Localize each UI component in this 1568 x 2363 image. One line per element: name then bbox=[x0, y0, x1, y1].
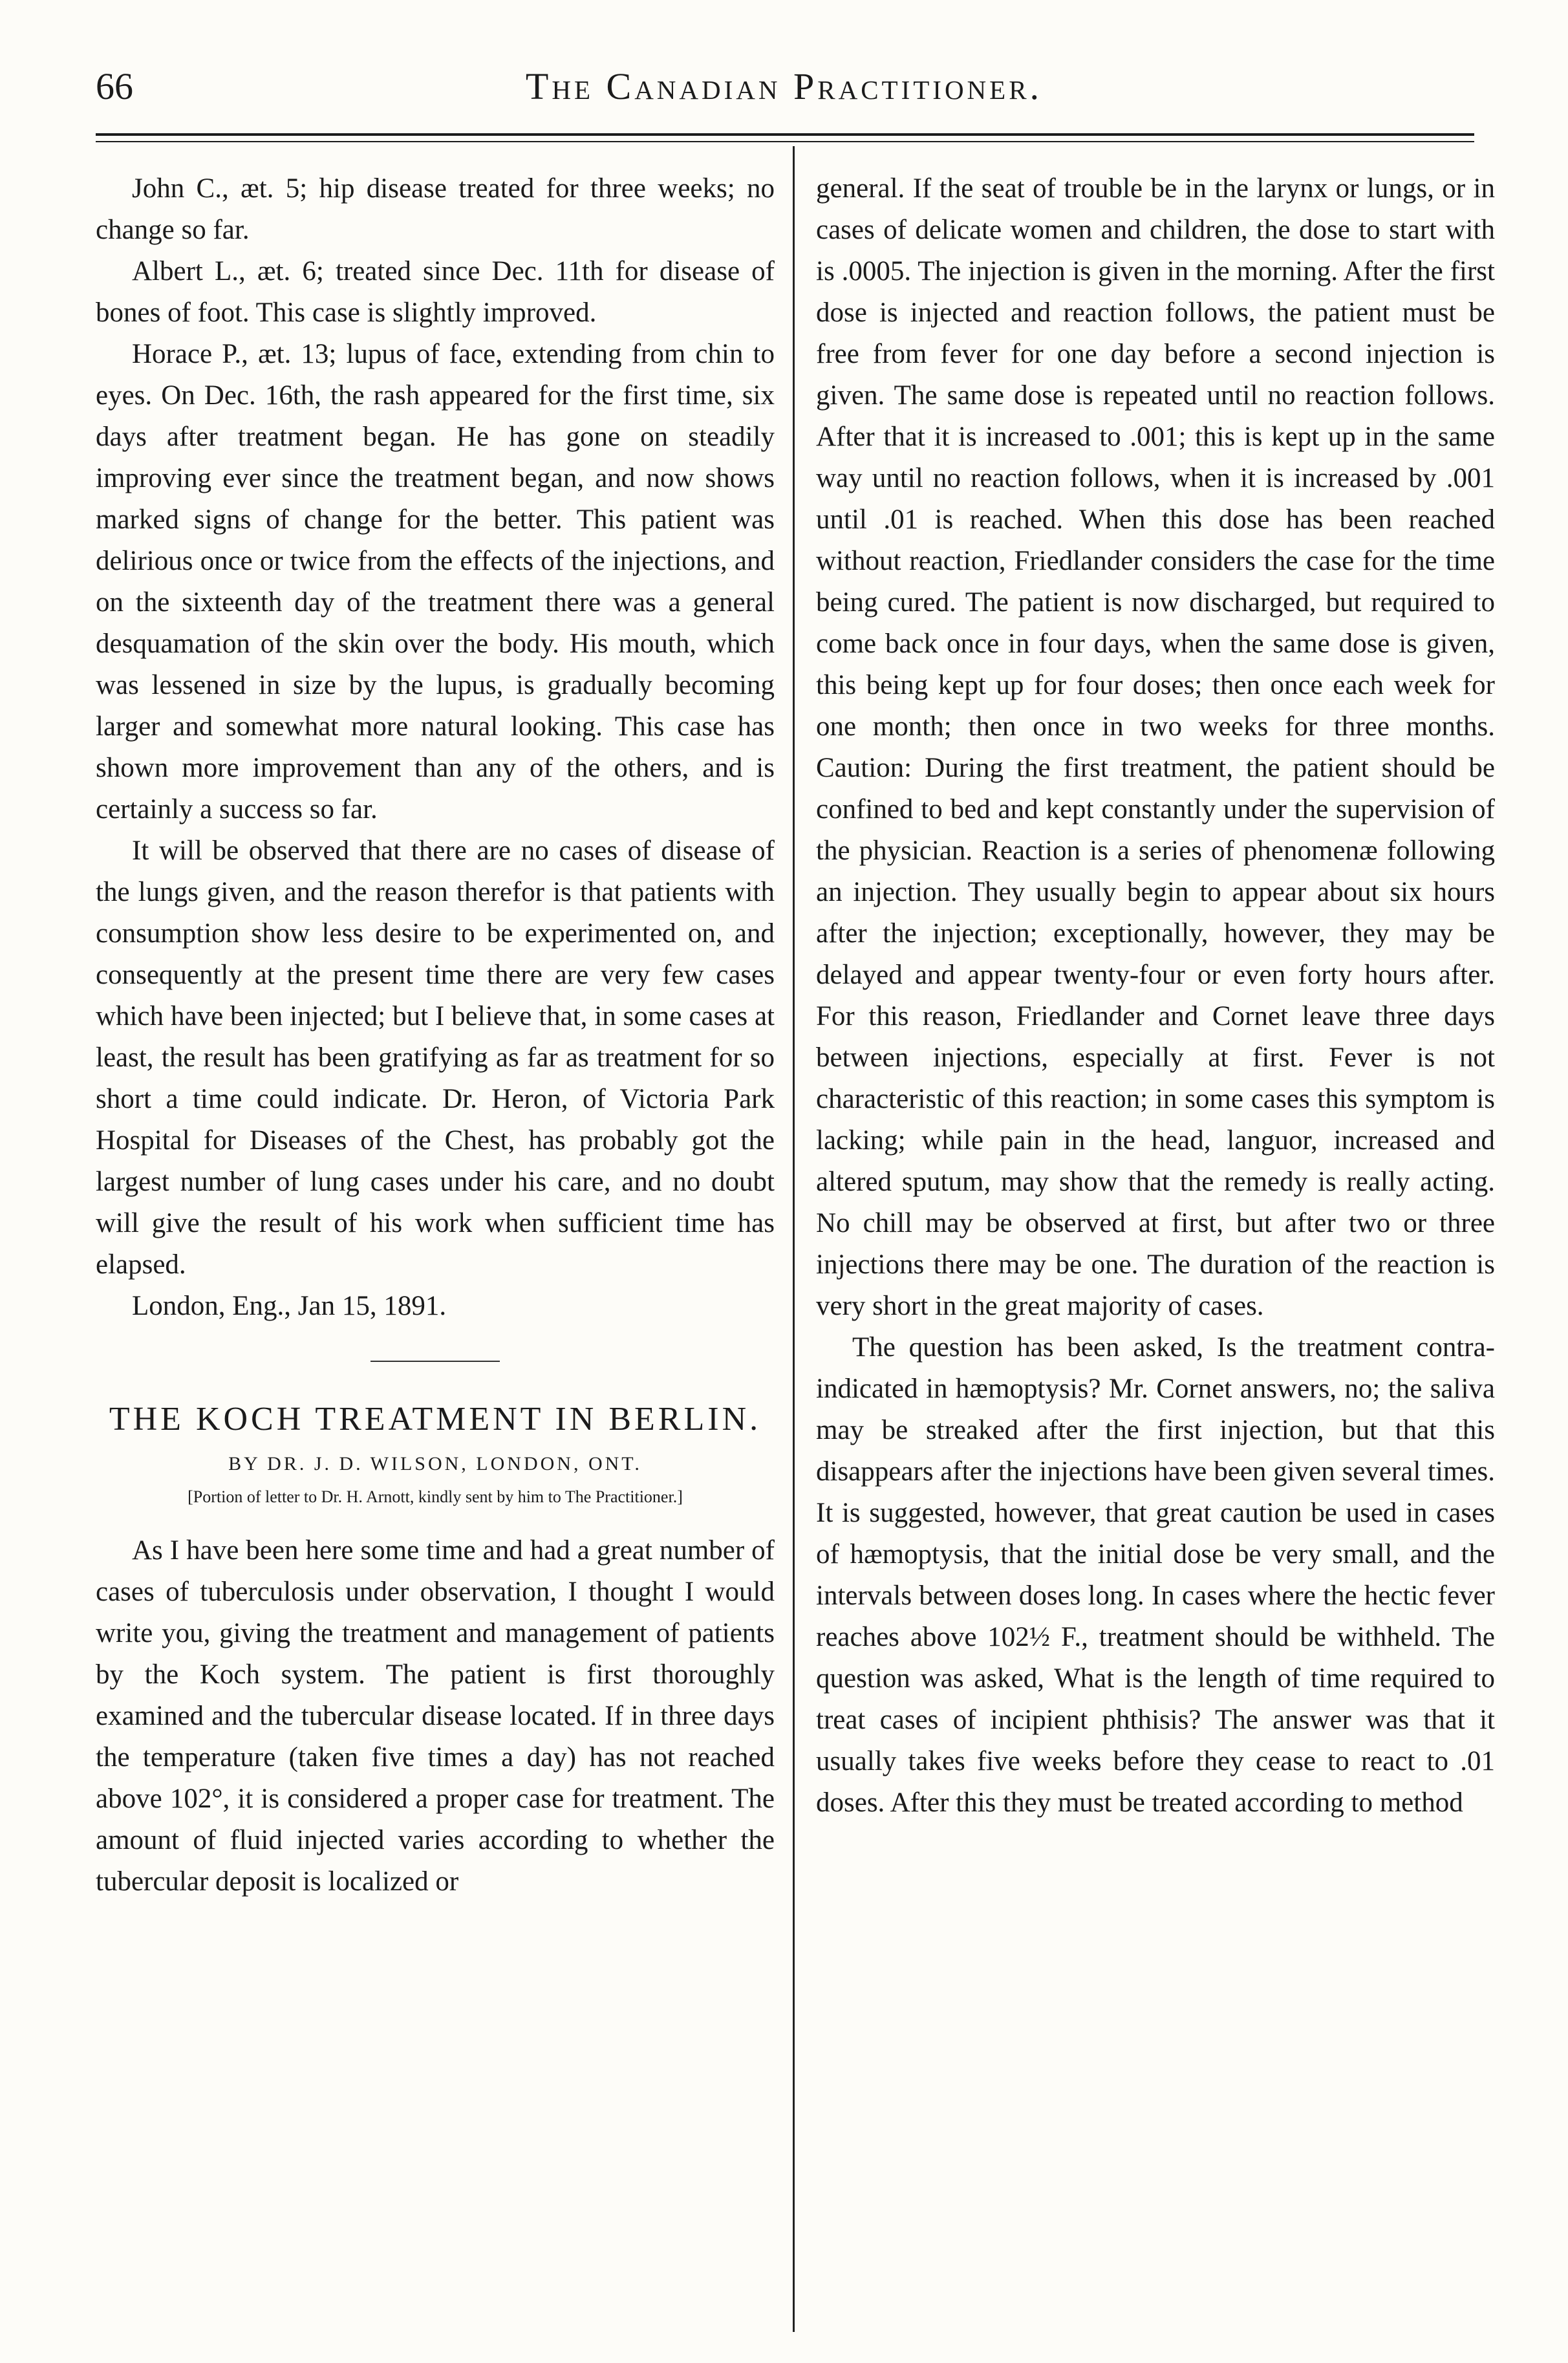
dosage-paragraph: general. If the seat of trouble be in the larynx or lungs, or in cases of delicate women and children, the dose to start with is .0005. The injection is given in the morning. After the first dose is injected and reaction follows, the patient must be free from fever for one day before a second injection is given. The same dose is repeated until no reaction follows. After that it is increased to .001; this is kept up in the same way until no reaction follows, when it is increased by .001 until .01 is reached. When this dose has been reached without reaction, Friedlander considers the case for the time being cured. The patient is now discharged, but required to come back once in four days, when the same dose is given, this being kept up for four doses; then once each week for one month; then once in two weeks for three months. Caution: During the first treatment, the patient should be confined to bed and kept constantly under the supervision of the physician. Reaction is a series of phenomenæ following an injection. They usually begin to appear about six hours after the injection; exceptionally, however, they may be delayed and appear twenty-four or even forty hours after. For this reason, Friedlander and Cornet leave three days between injections, especially at first. Fever is not characteristic of this reaction; in some cases this symptom is lacking; while pain in the head, languor, increased and altered sputum, may show that the remedy is really acting. No chill may be observed at first, but after two or three injections there may be one. The duration of the reaction is very short in the great majority of cases. bbox=[816, 173, 1495, 1321]
header-rule-thin bbox=[96, 141, 1474, 142]
haemoptysis-paragraph: The question has been asked, Is the treatment contra-indicated in hæmoptysis? Mr. Cornet answers, no; the saliva may be streaked after the first injection, but that this disappears after the injections have been given several times. It is suggested, however, that great caution be used in cases of hæmoptysis, that the initial dose be very small, and the intervals between doses long. In cases where the hectic fever reaches above 102½ F., treatment should be withheld. The question was asked, What is the length of time required to treat cases of incipient phthisis? The answer was that it usually takes five weeks before they cease to react to .01 doses. After this they must be treated according to method bbox=[816, 1332, 1495, 1818]
header-rule-thick bbox=[96, 133, 1474, 136]
running-head bbox=[96, 65, 1472, 116]
right-column bbox=[816, 168, 1495, 1824]
column-divider bbox=[793, 146, 795, 2332]
journal-title: The Canadian Practitioner. bbox=[525, 65, 1043, 107]
left-column bbox=[96, 168, 775, 1903]
page-number: 66 bbox=[96, 65, 133, 107]
lung-cases-paragraph: It will be observed that there are no cases of disease of the lungs given, and the reason therefor is that patients with consumption show less desire to be experimented on, and consequently at the present time there are very few cases which have been injected; but I believe that, in some cases at least, the result has been gratifying as far as treatment for so short a time could indicate. Dr. Heron, of Victoria Park Hospital for Diseases of the Chest, has probably got the largest number of lung cases under his care, and no doubt will give the result of his work when sufficient time has elapsed. bbox=[96, 836, 775, 1280]
case-albert: Albert L., æt. 6; treated since Dec. 11th for disease of bones of foot. This case is slightly improved. bbox=[96, 256, 775, 328]
article-intro-paragraph: As I have been here some time and had a great number of cases of tuberculosis under observation, I thought I would write you, giving the treatment and management of patients by the Koch system. The patient is first thoroughly examined and the tubercular disease located. If in three days the temperature (taken five times a day) has not reached above 102°, it is considered a proper case for treatment. The amount of fluid injected varies according to whether the tubercular deposit is localized or bbox=[96, 1535, 775, 1897]
article-note: [Portion of letter to Dr. H. Arnott, kindly sent by him to The Practitioner.] bbox=[188, 1487, 683, 1506]
article-title: THE KOCH TREATMENT IN BERLIN. bbox=[109, 1401, 762, 1438]
signoff: London, Eng., Jan 15, 1891. bbox=[132, 1291, 447, 1321]
article-byline: BY DR. J. D. WILSON, LONDON, ONT. bbox=[228, 1453, 642, 1474]
section-divider bbox=[371, 1361, 500, 1362]
case-horace: Horace P., æt. 13; lupus of face, extending from chin to eyes. On Dec. 16th, the rash appeared for the first time, six days after treatment began. He has gone on steadily improving ever since the treatment began, and now shows marked signs of change for the better. This patient was delirious once or twice from the effects of the injections, and on the sixteenth day of the treatment there was a general desquamation of the skin over the body. His mouth, which was lessened in size by the lupus, is gradually becoming larger and somewhat more natural looking. This case has shown more improvement than any of the others, and is certainly a success so far. bbox=[96, 339, 775, 825]
case-john: John C., æt. 5; hip disease treated for three weeks; no change so far. bbox=[96, 173, 775, 245]
